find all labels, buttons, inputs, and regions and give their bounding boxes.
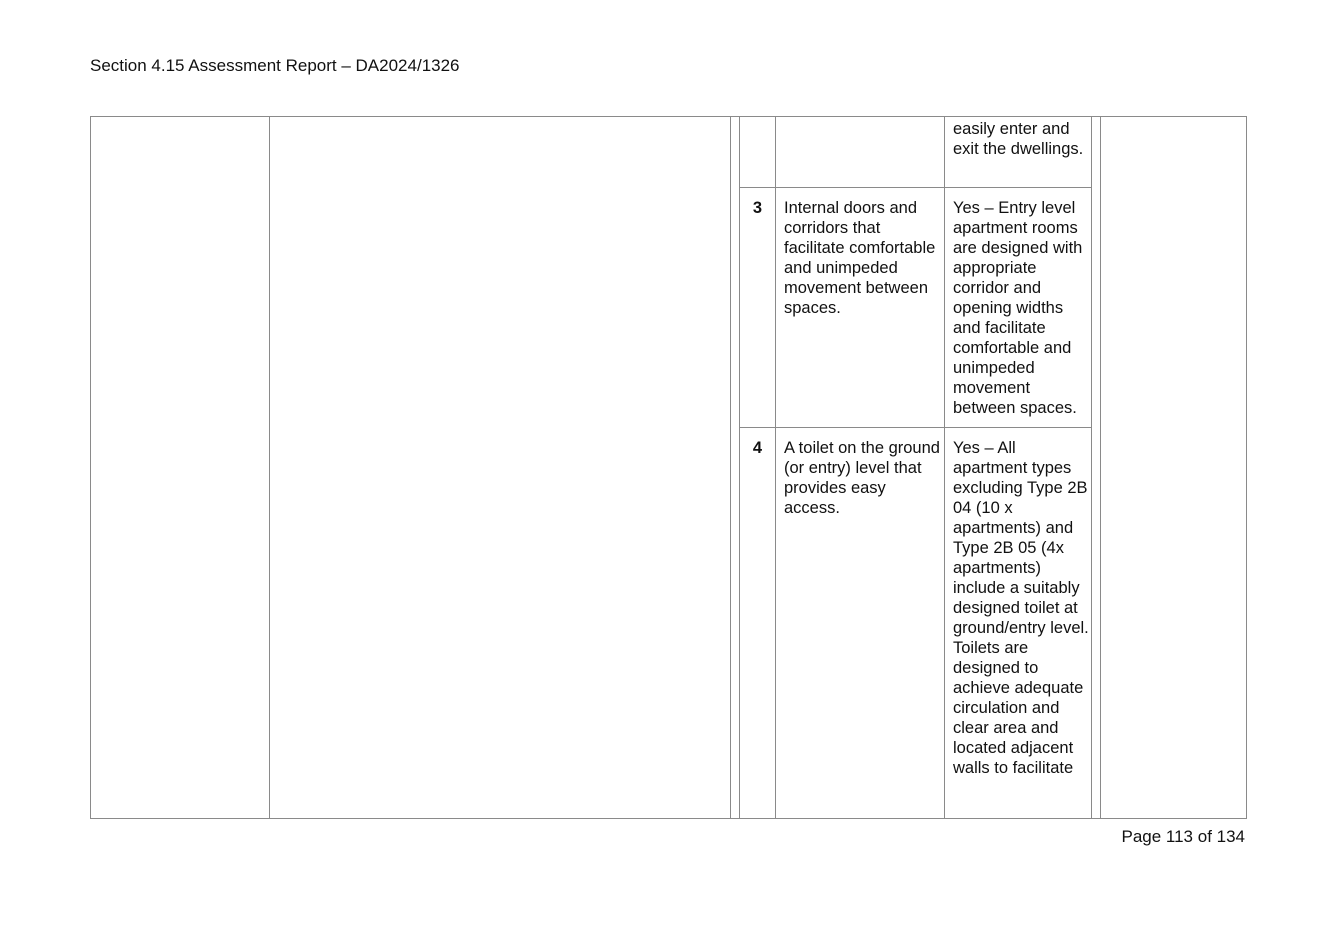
page-number: Page 113 of 134 xyxy=(1121,827,1245,846)
table-row xyxy=(740,188,1091,428)
column-divider xyxy=(730,117,731,818)
table-row xyxy=(740,117,1091,188)
nested-checklist-table xyxy=(739,117,1092,818)
row-response: Yes – All apartment types excluding Type 2B 04 (10 x apartments) and Type 2B 05 (4x apartments) include a suitably designed toilet at ground/entry level. Toilets are designed to achieve adequate circulation and clear area and located adjacent walls to facilitate xyxy=(953,439,1089,777)
row-requirement: A toilet on the ground (or entry) level that provides easy access. xyxy=(776,428,945,818)
row-number: 3 xyxy=(740,188,776,427)
row-requirement xyxy=(776,117,945,187)
row-response: easily enter and exit the dwellings. xyxy=(953,120,1084,158)
row-number: 4 xyxy=(740,428,776,818)
row-requirement: Internal doors and corridors that facilitate comfortable and unimpeded movement between spaces. xyxy=(776,188,945,427)
column-divider xyxy=(269,117,270,818)
page-header-title: Section 4.15 Assessment Report – DA2024/1326 xyxy=(90,56,460,75)
row-number xyxy=(740,117,776,187)
assessment-table xyxy=(90,116,1247,819)
table-row xyxy=(740,428,1091,818)
row-response: Yes – Entry level apartment rooms are designed with appropriate corridor and opening widths and facilitate comfortable and unimpeded movement between spaces. xyxy=(953,199,1083,417)
column-divider xyxy=(1100,117,1101,818)
